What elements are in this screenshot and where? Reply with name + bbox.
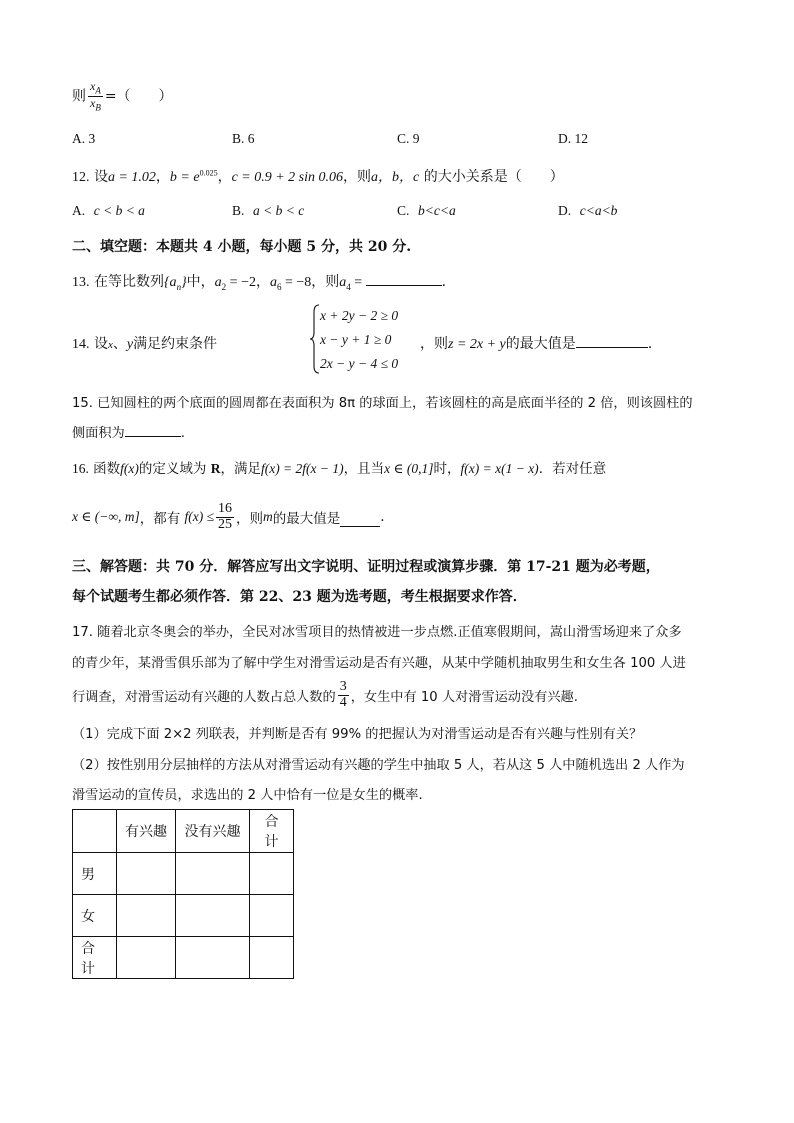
q12-stem: 12. 设a = 1.02，$b = e^{0.025}$，c = 0.9 + 2 sin 0.06，则a，b，c 的大小关系是（ ）	[72, 168, 564, 185]
q15-line2: 侧面积为 .	[72, 426, 185, 441]
q17-fraction: $\frac{3}{4}$	[339, 679, 347, 710]
q17-part2-line1: （2）按性别用分层抽样的方法从对滑雪运动有兴趣的学生中抽取 5 人，若从这 5 人中随机选出 2 人作为	[72, 758, 685, 773]
contingency-table	[72, 809, 294, 979]
table-cell[interactable]	[250, 853, 294, 895]
q13-stem: 13. 在等比数列$\{a_n\}$中，$a_2 = -2$，$a_6 = -8$，则$a_4$ = .	[72, 274, 447, 292]
q14-stem-left: 14. 设x、y满足约束条件	[72, 336, 218, 352]
q17-part2-line2: 滑雪运动的宣传员，求选出的 2 人中恰有一位是女生的概率.	[72, 788, 423, 803]
q14-constraint-2: x − y + 1 ≥ 0	[320, 332, 392, 347]
table-header-cell: 合计	[250, 810, 294, 853]
q12-option-d[interactable]: D. c<a<b	[558, 203, 618, 218]
q11-suffix: =（ ）	[104, 88, 173, 105]
q11-stem	[72, 80, 173, 113]
brace-icon	[310, 304, 320, 374]
q11-option-a[interactable]: A. 3	[72, 131, 96, 146]
table-header-cell: 有兴趣	[117, 810, 176, 853]
q17-line2: 的青少年，某滑雪俱乐部为了解中学生对滑雪运动是否有兴趣，从某中学随机抽取男生和女生各 100 人进	[72, 656, 686, 671]
q16-line2: x ∈ (−∞, m] ，都有 f(x) ≤ $\frac{16}{25}$ ，则 m 的最大值是 .	[72, 501, 385, 532]
q16-fraction: $\frac{16}{25}$	[218, 501, 233, 532]
q12-option-c[interactable]: C. b<c<a	[397, 203, 456, 218]
q17-part1: （1）完成下面 2×2 列联表，并判断是否有 99% 的把握认为对滑雪运动是否有兴趣与性别有关？	[72, 727, 643, 742]
q11-fraction: $\frac{x_A}{x_B}$	[90, 79, 101, 113]
q16-line1: 16. 函数f(x)的定义域为 R，满足f(x) = 2f(x − 1)，且当x ∈ (0,1]时，f(x) = x(1 − x)．若对任意	[72, 461, 607, 477]
table-cell[interactable]	[117, 853, 176, 895]
table-header-row	[73, 810, 294, 853]
row-label: 合计	[73, 937, 117, 979]
table-row	[73, 937, 294, 979]
q15-answer-blank[interactable]	[125, 424, 181, 437]
table-cell[interactable]	[176, 937, 250, 979]
section3-line1: 三、解答题：共 70 分．解答应写出文字说明、证明过程或演算步骤．第 17-21 题为必考题，	[72, 559, 660, 575]
q12-option-a[interactable]: A. c < b < a	[72, 203, 145, 218]
row-label: 男	[73, 853, 117, 895]
table-cell[interactable]	[250, 895, 294, 937]
table-header-cell: 没有兴趣	[176, 810, 250, 853]
q16-answer-blank[interactable]	[340, 514, 380, 527]
table-cell[interactable]	[176, 853, 250, 895]
q11-option-c[interactable]: C. 9	[397, 131, 420, 146]
table-header-cell	[73, 810, 117, 853]
table-row	[73, 895, 294, 937]
q11-option-b[interactable]: B. 6	[232, 131, 255, 146]
table-cell[interactable]	[176, 895, 250, 937]
q14-constraint-3: 2x − y − 4 ≤ 0	[320, 356, 399, 371]
q15-line1: 15. 已知圆柱的两个底面的圆周都在表面积为 8π 的球面上，若该圆柱的高是底面半径的 2 倍，则该圆柱的	[72, 396, 693, 411]
q11-option-d[interactable]: D. 12	[558, 131, 588, 146]
table-cell[interactable]	[117, 937, 176, 979]
section3-line2: 每个试题考生都必须作答．第 22、23 题为选考题，考生根据要求作答．	[72, 589, 527, 605]
table-row	[73, 853, 294, 895]
q14-constraint-1: x + 2y − 2 ≥ 0	[320, 308, 399, 323]
table-cell[interactable]	[117, 895, 176, 937]
q17-line1: 17. 随着北京冬奥会的举办，全民对冰雪项目的热情被进一步点燃.正值寒假期间，嵩山滑雪场迎来了众多	[72, 625, 682, 640]
table-cell[interactable]	[250, 937, 294, 979]
q14-stem-right: ，则z = 2x + y的最大值是 .	[420, 336, 653, 352]
section2-heading: 二、填空题：本题共 4 小题，每小题 5 分，共 20 分.	[72, 239, 412, 255]
q14-answer-blank[interactable]	[576, 335, 648, 348]
q11-prefix: 则	[72, 88, 86, 105]
q17-line3: 行调查，对滑雪运动有兴趣的人数占总人数的 $\frac{3}{4}$ ，女生中有 10 人对滑雪运动没有兴趣.	[72, 679, 578, 710]
q12-option-b[interactable]: B. a < b < c	[232, 203, 305, 218]
q13-answer-blank[interactable]	[366, 273, 442, 286]
row-label: 女	[73, 895, 117, 937]
